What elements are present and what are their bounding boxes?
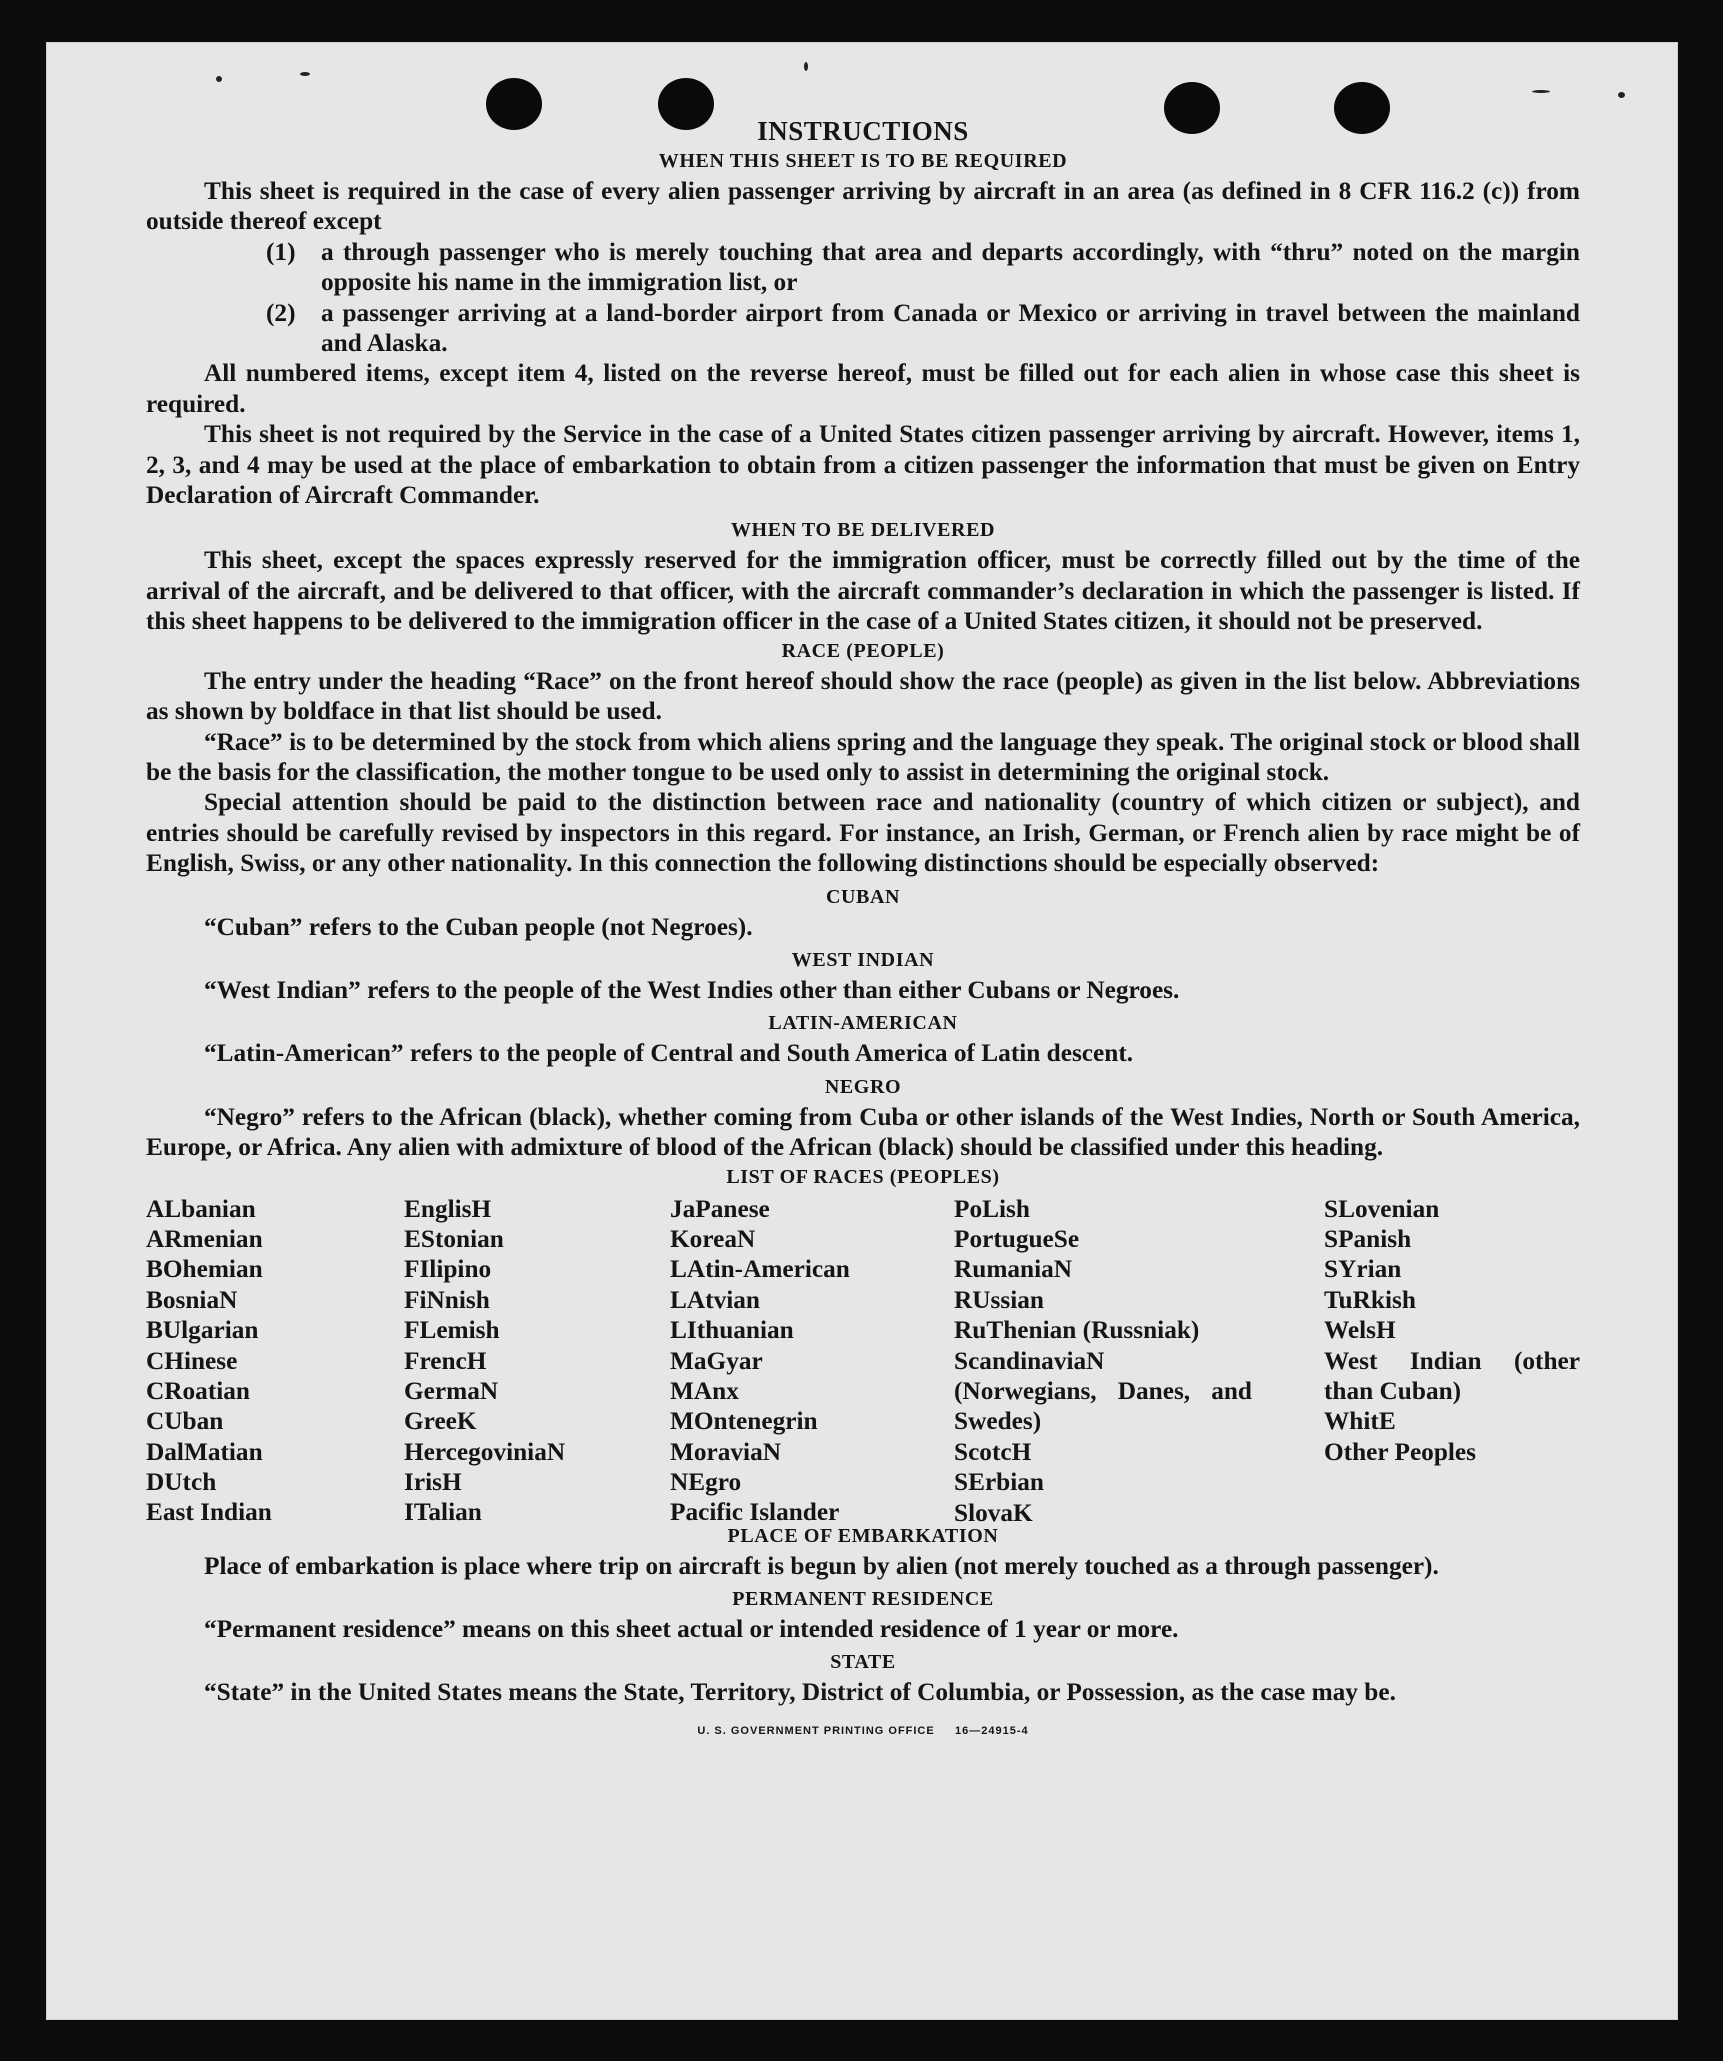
race-column: [1324, 1194, 1580, 1468]
race-entry: MAnx: [670, 1376, 739, 1405]
race-entry: LAtin-American: [670, 1255, 850, 1284]
race-entry: WelsH: [1324, 1316, 1396, 1345]
race-column: [954, 1194, 1252, 1528]
race-entry: KoreaN: [670, 1224, 756, 1253]
required-paragraph: This sheet is not required by the Service in the case of a United States citizen passenger arriving by aircraft. However, items 1, 2, 3, and 4 may be used at the place of embarkation to obtain from a citizen passenger the information that must be given on Entry Declaration of Aircraft Commander.: [146, 420, 1580, 510]
race-entry: PoLish: [954, 1194, 1030, 1223]
section-heading: CUBAN: [825, 885, 901, 908]
race-entry: ARmenian: [146, 1224, 263, 1253]
race-entry: FiNnish: [404, 1285, 490, 1314]
embarkation-text: Place of embarkation is place where trip on aircraft is begun by alien (not merely touched as a through passenger).: [204, 1551, 1439, 1580]
race-entry: ScotcH: [954, 1437, 1032, 1466]
section-heading: RACE (PEOPLE): [781, 639, 945, 662]
section-heading: PERMANENT RESIDENCE: [732, 1587, 994, 1610]
race-entry: JaPanese: [670, 1194, 770, 1223]
race-entry: CRoatian: [146, 1376, 251, 1405]
instructions-content: [146, 115, 1580, 1746]
race-entry: LIthuanian: [670, 1316, 794, 1345]
race-column: [146, 1194, 272, 1528]
race-entry: Pacific Islander: [670, 1498, 840, 1527]
state-text: “State” in the United States means the State, Territory, District of Columbia, or Possession, as the case may be.: [204, 1678, 1396, 1707]
race-entry: LAtvian: [670, 1285, 760, 1314]
speck: [216, 76, 222, 82]
race-entry: ScandinaviaN (Norwegians, Danes, and Swedes): [954, 1346, 1252, 1436]
race-entry: MOntenegrin: [670, 1407, 818, 1436]
race-entry: BOhemian: [146, 1255, 263, 1284]
cuban-text: “Cuban” refers to the Cuban people (not Negroes).: [204, 912, 753, 941]
race-entry: SPanish: [1324, 1224, 1412, 1253]
race-entry: RuThenian (Russniak): [954, 1316, 1200, 1345]
race-entry: CUban: [146, 1407, 224, 1436]
section-heading: WHEN TO BE DELIVERED: [730, 519, 996, 542]
race-entry: PortugueSe: [954, 1224, 1080, 1253]
race-entry: NEgro: [670, 1468, 742, 1497]
speck: [300, 72, 310, 76]
race-entry: RumaniaN: [954, 1255, 1073, 1284]
race-entry: EnglisH: [404, 1194, 492, 1223]
race-entry: FrencH: [404, 1346, 487, 1375]
race-entry: West Indian (other than Cuban): [1324, 1346, 1580, 1405]
race-entry: TuRkish: [1324, 1285, 1416, 1314]
race-entry: ITalian: [404, 1498, 482, 1527]
race-entry: FLemish: [404, 1316, 500, 1345]
race-entry: DalMatian: [146, 1437, 263, 1466]
exception-item: [266, 237, 1580, 298]
section-heading: PLACE OF EMBARKATION: [727, 1524, 999, 1547]
delivered-text: This sheet, except the spaces expressly reserved for the immigration officer, must be correctly filled out by the time of the arrival of the aircraft, and be delivered to that officer, with the aircraft commander’s declaration in which the passenger is listed. If this sheet happens to be delivered to the immigration officer in the case of a United States citizen, it should not be preserved.: [146, 546, 1580, 636]
section-heading: NEGRO: [824, 1075, 902, 1098]
race-entry: MaGyar: [670, 1346, 763, 1375]
race-entry: EStonian: [404, 1224, 504, 1253]
required-paragraph: All numbered items, except item 4, listed on the reverse hereof, must be filled out for each alien in whose case this sheet is required.: [146, 359, 1580, 418]
printing-office-footer: U. S. GOVERNMENT PRINTING OFFICE 16—24915-4: [697, 1724, 1029, 1737]
race-entry: IrisH: [404, 1468, 462, 1497]
race-entry: SErbian: [954, 1468, 1044, 1497]
section-heading: WHEN THIS SHEET IS TO BE REQUIRED: [658, 150, 1068, 172]
race-entry: SLovenian: [1324, 1194, 1440, 1223]
race-entry: BUlgarian: [146, 1316, 259, 1345]
item-text: a through passenger who is merely touching that area and departs accordingly, with “thru” noted on the margin opposite his name in the immigration list, or: [321, 237, 1580, 297]
race-entry: CHinese: [146, 1346, 238, 1375]
speck: [1618, 92, 1625, 98]
race-entry: SYrian: [1324, 1255, 1402, 1284]
race-column: [404, 1194, 565, 1528]
latin-american-text: “Latin-American” refers to the people of Central and South America of Latin descent.: [204, 1039, 1134, 1068]
section-heading: LATIN-AMERICAN: [768, 1012, 958, 1035]
race-entry: RUssian: [954, 1285, 1044, 1314]
race-entry: MoraviaN: [670, 1437, 781, 1466]
instruction-sheet: [46, 42, 1678, 2020]
exception-item: [266, 298, 1580, 359]
race-entry: SlovaK: [954, 1498, 1033, 1527]
negro-text: “Negro” refers to the African (black), whether coming from Cuba or other islands of the West Indies, North or South America, Europe, or Africa. Any alien with admixture of blood of the African (black) should be classified under this heading.: [146, 1102, 1580, 1162]
race-column: [670, 1194, 850, 1528]
race-entry: HercegoviniaN: [404, 1437, 566, 1466]
section-heading: LIST OF RACES (PEOPLES): [726, 1165, 1000, 1188]
race-entry: GermaN: [404, 1376, 499, 1405]
item-number: (1): [266, 237, 296, 266]
race-paragraph: Special attention should be paid to the distinction between race and nationality (country of which citizen or subject), and entries should be carefully revised by inspectors in this regard. For instance, an Irish, German, or French alien by race might be of English, Swiss, or any other nationality. In this connection the following distinctions should be especially observed:: [146, 788, 1580, 878]
race-paragraph: The entry under the heading “Race” on the front hereof should show the race (people) as given in the list below. Abbreviations as shown by boldface in that list should be used.: [146, 666, 1580, 726]
race-entry: WhitE: [1324, 1407, 1396, 1436]
west-indian-text: “West Indian” refers to the people of the West Indies other than either Cubans or Negroes.: [204, 975, 1180, 1004]
speck: [804, 62, 808, 71]
race-entry: FIlipino: [404, 1255, 492, 1284]
section-heading: STATE: [830, 1651, 896, 1674]
race-list: [146, 1194, 1580, 1527]
item-number: (2): [266, 298, 296, 327]
race-entry: GreeK: [404, 1407, 477, 1436]
race-entry: DUtch: [146, 1468, 217, 1497]
speck: [1532, 90, 1550, 93]
race-entry: BosniaN: [146, 1285, 238, 1314]
race-entry: ALbanian: [146, 1194, 256, 1223]
residence-text: “Permanent residence” means on this sheet actual or intended residence of 1 year or more.: [204, 1614, 1179, 1643]
section-heading: WEST INDIAN: [791, 948, 935, 971]
item-text: a passenger arriving at a land-border airport from Canada or Mexico or arriving in travel between the mainland and Alaska.: [321, 298, 1580, 358]
page-title: INSTRUCTIONS: [757, 116, 969, 146]
race-entry: Other Peoples: [1324, 1437, 1476, 1466]
required-intro: This sheet is required in the case of every alien passenger arriving by aircraft in an area (as defined in 8 CFR 116.2 (c)) from outside thereof except: [146, 177, 1580, 236]
race-paragraph: “Race” is to be determined by the stock from which aliens spring and the language they speak. The original stock or blood shall be the basis for the classification, the mother tongue to be used only to assist in determining the original stock.: [146, 727, 1580, 786]
race-entry: East Indian: [146, 1498, 272, 1527]
